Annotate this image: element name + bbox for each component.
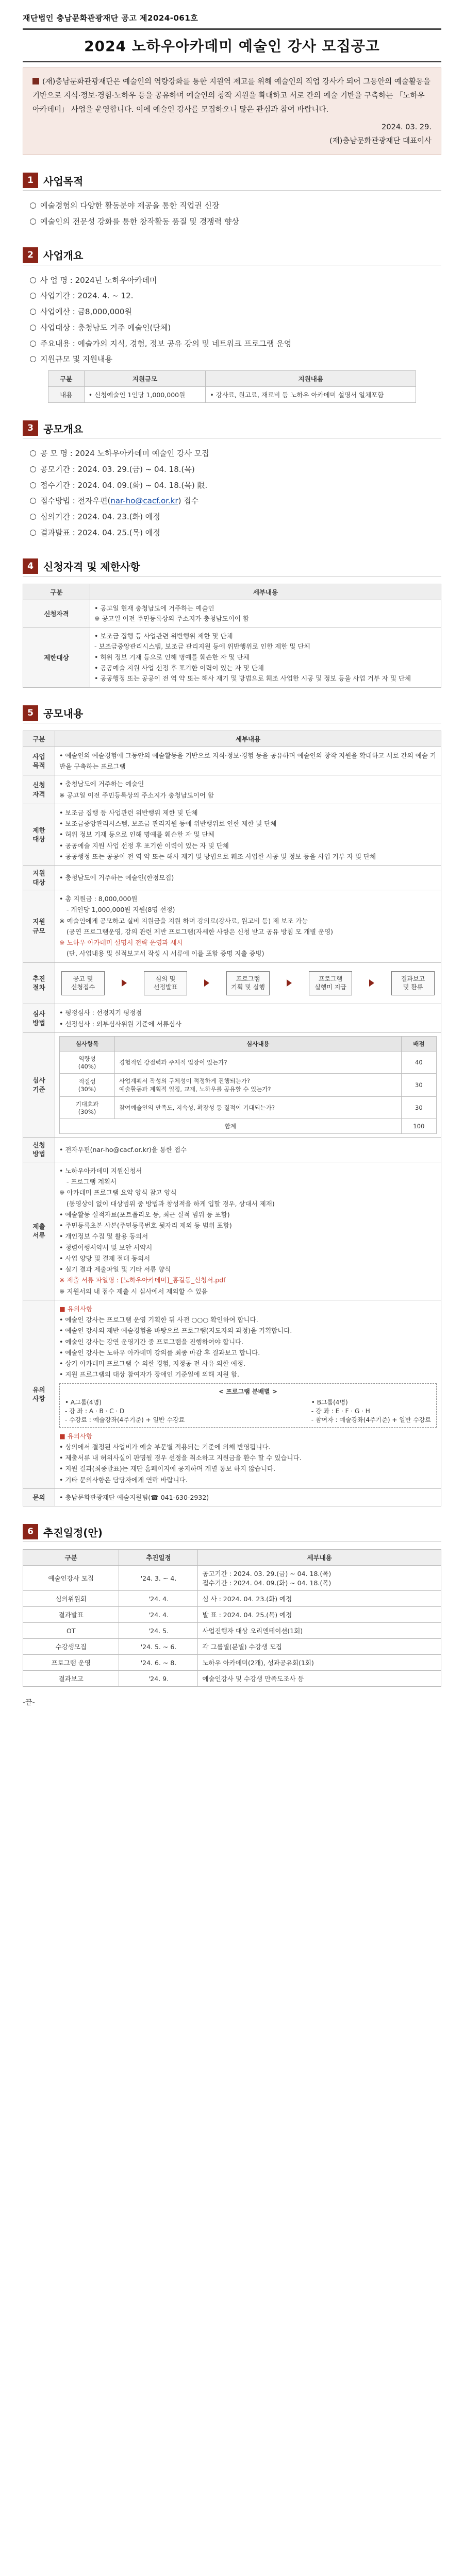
table-cell: 노하우 아카데미(2개), 성과공유회(1회) [198, 1655, 441, 1671]
schedule-table [23, 1549, 441, 1687]
table-row [23, 1591, 441, 1607]
list-item: • 기타 문의사항은 담당자에게 연락 바랍니다. [59, 1476, 188, 1484]
arrow-right-icon [287, 979, 292, 987]
table-cell: 사업진행자 대상 오리엔테이션(1회) [198, 1623, 441, 1639]
circle-bullet-icon [30, 218, 36, 225]
list-item: ※ 예술인에게 공모하고 실비 지원금을 지원 하며 강의료(강사료, 원고비 등) 제 보조 가능 [59, 917, 308, 925]
list-item: • 보조금중앙관리시스템, 보조금 관리지원 등에 위반행위로 인한 제한 및 단체 [59, 820, 277, 828]
table-cell [55, 866, 441, 890]
table-row [23, 628, 441, 687]
list-item: 사업기간 : 2024. 4. ~ 12. [30, 288, 441, 304]
list-item: ※ 노하우 아카데미 설명서 전략 운영과 세시 [59, 939, 183, 947]
circle-bullet-icon [30, 514, 36, 520]
arrow-right-icon [369, 979, 374, 987]
notice-number: 재단법인 충남문화관광재단 공고 제2024-061호 [23, 13, 198, 23]
table-row [23, 1032, 441, 1137]
table-cell: 프로그램 운영 [23, 1655, 119, 1671]
list-item: (동영상이 없이 대상범위 중 방법과 창성적을 하게 입할 경우, 상대서 제재) [67, 1199, 275, 1208]
table-cell: 수강생모집 [23, 1639, 119, 1655]
process-flow [59, 966, 437, 1001]
circle-bullet-icon [30, 466, 36, 472]
list-item: • 개인정보 수집 및 활용 동의서 [59, 1232, 148, 1241]
table-cell [55, 890, 441, 963]
row-label: 신청 자격 [23, 775, 55, 804]
circle-bullet-icon [30, 277, 36, 283]
list-item: ■ 유의사항 [59, 1304, 93, 1313]
list-item: • 예술인의 예술경험에 그동안의 예술활동을 기반으로 지식·정보·경험 등을 공유하며 예술인의 창작 지원을 확대하고 서로 간의 예술 기반을 구축하는 프로그램 [59, 751, 436, 771]
table-row [23, 1639, 441, 1655]
table-row [23, 962, 441, 1004]
list-item: • 상의에서 결정된 사업비가 예술 부문별 적용되는 기준에 의해 반영됩니다. [59, 1443, 271, 1451]
list-item: 예술인의 전문성 강화를 통한 창작활동 품질 및 경쟁력 향상 [30, 214, 441, 230]
list-item: • 공공예술 지원 사업 선정 후 포기한 이력이 있는 자 및 단체 [59, 841, 229, 850]
table-cell: '24. 4. [119, 1591, 198, 1607]
list-item: ※ 지원서의 내 접수 제출 시 심사에서 제외할 수 있음 [59, 1287, 208, 1295]
row-label: 사업 목적 [23, 747, 55, 775]
circle-bullet-icon [30, 530, 36, 536]
table-cell: • 강사료, 원고료, 재료비 등 노하우 아카데미 설명서 일체포함 [206, 387, 416, 403]
notice-date: 2024. 03. 29. [382, 123, 432, 132]
contest-detail-table [23, 731, 441, 1506]
list-item: • 평정심사 : 선정지기 평정점 [59, 1009, 142, 1017]
page-title: 2024 노하우아카데미 예술인 강사 모집공고 [84, 38, 380, 55]
table-header-row [60, 1036, 437, 1051]
list-item: 주요내용 : 예술가의 지식, 경험, 정보 공유 강의 및 네트워크 프로그램 운영 [30, 336, 441, 352]
table-cell [55, 747, 441, 775]
table-cell [55, 1004, 441, 1033]
list-item: • 선정심사 : 외부심사위원 기준에 서류심사 [59, 1020, 181, 1028]
list-item: 지원규모 및 지원내용 [30, 351, 441, 367]
circle-bullet-icon [30, 309, 36, 315]
section-6-heading [23, 1524, 441, 1542]
list-item: • 공공행정 또는 공공이 전 역 약 또는 해사 재기 및 방법으로 훼조 사업한 시공 및 정보 등을 사업 거부 자 및 단체 [59, 852, 376, 860]
column-header: 추진일정 [119, 1550, 198, 1566]
list-item: 접수기간 : 2024. 04. 09.(화) ~ 04. 18.(목) 限. [30, 478, 441, 494]
list-item: • 총 지원금 : 8,000,000원 [59, 895, 138, 903]
table-row [23, 1671, 441, 1687]
table-header-row [23, 1550, 441, 1566]
table-cell [55, 962, 441, 1004]
list-item: • 실기 결과 제출파일 및 기타 서류 양식 [59, 1265, 171, 1274]
circle-bullet-icon [30, 202, 36, 209]
row-label: 제한대상 [23, 628, 90, 687]
list-item: • 충청남도에 거주하는 예술인 [59, 780, 144, 788]
table-cell: '24. 9. [119, 1671, 198, 1687]
table-row [23, 775, 441, 804]
section-number: 5 [23, 705, 38, 721]
table-cell: 적절성 (30%) [60, 1073, 115, 1096]
list-item: • 예술인 강사는 강연 운영기간 중 프로그램을 진행하여야 합니다. [59, 1337, 244, 1346]
table-header-row [48, 371, 416, 387]
list-item: ※ 공고일 이전 주민등록상의 주소지가 충청남도이어 함 [94, 615, 249, 623]
section-number: 4 [23, 558, 38, 574]
row-label: 지원 대상 [23, 866, 55, 890]
arrow-right-icon [122, 979, 127, 987]
list-item: (공연 프로그램운영, 강의 관련 제반 프로그램(자세한 사항은 신청 받고 공유 방침 모 개별 운영) [67, 927, 334, 936]
table-cell: 사업계획서 작성의 구체성이 적정하게 진행되는가? 예술활동과 계획적 일정, 교재, 노하우를 공유할 수 있는가? [115, 1073, 402, 1096]
column-header: 지원규모 [84, 371, 206, 387]
list-item: 접수방법 : 전자우편(nar-ho@cacf.or.kr) 접수 [30, 493, 441, 509]
group-b: • B그룹(4명) - 강 좌 : E · F · G · H - 참여자 : 예술강좌(4주기준) + 일반 수강료 [311, 1398, 431, 1423]
row-label: 추진 절차 [23, 962, 55, 1004]
list-item: • 예술인 강사의 제반 예술경험을 바탕으로 프로그램(지도자의 과정)을 기획합니다. [59, 1327, 292, 1335]
row-label: 심사 방법 [23, 1004, 55, 1033]
process-step: 프로그램 기획 및 실행 [226, 971, 270, 996]
circle-bullet-icon [30, 356, 36, 362]
list-item: • 노하우아카데미 지원신청서 [59, 1166, 142, 1175]
table-row [23, 1300, 441, 1488]
row-label: 신청 방법 [23, 1137, 55, 1162]
section-2-heading [23, 247, 441, 265]
column-header: 구분 [48, 371, 84, 387]
column-header: 심사항목 [60, 1036, 115, 1051]
table-row [60, 1118, 437, 1133]
list-item: • 예술인 강사는 노하우 아카데미 강의를 최종 마감 후 결과보고 합니다. [59, 1348, 260, 1357]
contest-list [23, 446, 441, 541]
table-row [23, 1566, 441, 1591]
process-step: 심의 및 선정발표 [144, 971, 187, 996]
table-cell: 공고기간 : 2024. 03. 29.(금) ~ 04. 18.(목) 접수기간 : 2024. 04. 09.(화) ~ 04. 18.(목) [198, 1566, 441, 1591]
email-link[interactable]: nar-ho@cacf.or.kr [110, 496, 178, 506]
list-item: 공 모 명 : 2024 노하우아카데미 예술인 강사 모집 [30, 446, 441, 462]
purpose-list [23, 198, 441, 230]
table-cell: 기대효과 (30%) [60, 1096, 115, 1118]
list-item: 공모기간 : 2024. 03. 29.(금) ~ 04. 18.(목) [30, 462, 441, 478]
criteria-table [59, 1036, 437, 1134]
table-cell: '24. 4. [119, 1607, 198, 1623]
intro-box [23, 67, 441, 155]
list-item: • 사업 양당 및 결제 절대 동의서 [59, 1254, 151, 1262]
list-item: 사업대상 : 충청남도 거주 예술인(단체) [30, 320, 441, 336]
table-row [23, 1137, 441, 1162]
list-item: (단, 사업내용 및 실적보고서 작성 시 서류에 이를 포함 증명 지출 증빙) [67, 950, 264, 958]
column-header: 구분 [23, 584, 90, 600]
support-table [48, 370, 417, 403]
table-cell [55, 1162, 441, 1300]
list-item: • 보조금 집행 등 사업관련 위반행위 제한 및 단체 [59, 808, 198, 817]
row-label: 유의 사항 [23, 1300, 55, 1488]
column-header: 구분 [23, 1550, 119, 1566]
section-number: 1 [23, 173, 38, 188]
program-group-columns [65, 1398, 431, 1424]
table-cell: 30 [401, 1073, 436, 1096]
program-group-title: < 프로그램 분배별 > [219, 1387, 277, 1395]
table-cell: 각 그룹별(분별) 수강생 모집 [198, 1639, 441, 1655]
table-row [23, 600, 441, 628]
table-cell: 역량성 (40%) [60, 1051, 115, 1073]
circle-bullet-icon [30, 325, 36, 331]
list-item: • 충청남도에 거주하는 예술인(한정모집) [59, 874, 174, 882]
table-row [23, 1607, 441, 1623]
section-number: 6 [23, 1524, 38, 1539]
table-row [23, 1655, 441, 1671]
eligibility-table [23, 584, 441, 688]
list-item: • 지원 프로그램의 대상 참여자가 장애인 기준일에 의해 지원 함. [59, 1370, 239, 1379]
list-item: • 공공예술 지원 사업 선정 후 포기한 이력이 있는 자 및 단체 [94, 664, 264, 672]
table-cell: '24. 5. [119, 1623, 198, 1639]
list-item: • 충남문화관광재단 예술지원팀(☎ 041-630-2932) [59, 1493, 209, 1501]
table-cell: 합계 [60, 1118, 402, 1133]
overview-list [23, 273, 441, 368]
circle-bullet-icon [30, 293, 36, 299]
list-item: ※ 공고일 이전 주민등록상의 주소지가 충청남도이어 함 [59, 791, 214, 799]
table-row [23, 804, 441, 865]
list-item: - 보조금중앙관리시스템, 보조금 관리지원 등에 위반행위로 인한 제한 및 단체 [94, 642, 310, 651]
section-title: 사업목적 [43, 175, 84, 188]
list-item: • 공고일 현재 충청남도에 거주하는 예술인 [94, 604, 214, 612]
section-5-heading [23, 705, 441, 723]
process-step: 프로그램 실행미 지급 [309, 971, 352, 996]
table-cell: 심 사 : 2024. 04. 23.(화) 예정 [198, 1591, 441, 1607]
table-cell: 예술인강사 및 수강생 만족도조사 등 [198, 1671, 441, 1687]
section-title: 공모개요 [43, 422, 84, 435]
table-cell: '24. 5. ~ 6. [119, 1639, 198, 1655]
table-row [23, 890, 441, 963]
list-item: • 상기 아카데미 프로그램 수 의한 경험, 지정공 전 사유 의한 예정. [59, 1360, 245, 1368]
circle-bullet-icon [30, 482, 36, 488]
list-item: • 예술인 강사는 프로그램 운영 기획한 뒤 사전 ○○○ 확인하여 합니다. [59, 1316, 258, 1324]
list-item: - 개인당 1,000,000원 지원(8명 선정) [67, 906, 175, 914]
section-3-heading [23, 420, 441, 438]
column-header: 배점 [401, 1036, 436, 1051]
circle-bullet-icon [30, 341, 36, 347]
table-cell: 결과보고 [23, 1671, 119, 1687]
table-row [23, 1623, 441, 1639]
list-item: • 제출서류 내 허위사실이 판명될 경우 선정을 취소하고 지원금을 환수 할 수 있습니다. [59, 1454, 302, 1462]
table-cell [90, 628, 441, 687]
list-item: • 예술활동 실적자료(포트폴리오 등, 최근 실적 범위 등 포함) [59, 1210, 230, 1218]
intro-text: (재)충남문화관광재단은 예술인의 역량강화를 통한 지원역 제고를 위해 예술인의 직업 강사가 되어 그동안의 예술활동을 기반으로 지식·정보·경험·노하우 등을 공유하며 예술인의 창작 지원을 확대하고 서로 간의 예술 기반을 구축하는 「노하우 아카데미」 사업을 운영합니다. 이에 예술인 강사를 모집하오니 많은 관심과 참여 바랍니다. [32, 78, 430, 114]
list-item: • 허위 정보 기재 등으로 인해 명예를 훼손한 자 및 단체 [59, 831, 214, 839]
square-bullet-icon [32, 78, 39, 84]
table-row [60, 1051, 437, 1073]
list-item: • 주민등록초본 사본(주민등록번호 뒷자리 제외 등 범위 포함) [59, 1222, 232, 1230]
list-item: 사업예산 : 금8,000,000원 [30, 304, 441, 320]
circle-bullet-icon [30, 450, 36, 456]
list-item: 사 업 명 : 2024년 노하우아카데미 [30, 273, 441, 289]
list-item: ■ 유의사항 [59, 1432, 93, 1440]
table-row [23, 1004, 441, 1033]
list-item: ※ 아카데미 프로그램 요약 양식 참고 양식 [59, 1189, 177, 1197]
table-row [60, 1096, 437, 1118]
section-4-heading [23, 558, 441, 577]
list-item: • 청렴이행서약서 및 보안 서약서 [59, 1243, 153, 1251]
list-item: 심의기간 : 2024. 04. 23.(화) 예정 [30, 509, 441, 525]
list-item: • 지원 결과(최종발표)는 재단 홈페이지에 공지하며 개별 통보 하지 않습니다. [59, 1465, 276, 1473]
table-cell [55, 804, 441, 865]
section-title: 신청자격 및 제한사항 [43, 561, 140, 573]
section-title: 공모내용 [43, 707, 84, 720]
table-cell: OT [23, 1623, 119, 1639]
table-header-row [23, 584, 441, 600]
section-1-heading [23, 173, 441, 191]
circle-bullet-icon [30, 498, 36, 504]
group-a: • A그룹(4명) - 강 좌 : A · B · C · D - 수강료 : 예술강좌(4주기준) + 일반 수강료 [65, 1398, 185, 1423]
table-row [23, 1162, 441, 1300]
list-item: • 공공행정 또는 공공이 전 역 약 또는 해사 재기 및 방법으로 훼조 사업한 시공 및 정보 등을 사업 거부 자 및 단체 [94, 674, 411, 683]
end-mark: -끝- [23, 1699, 35, 1707]
section-number: 2 [23, 247, 38, 263]
table-header-row [23, 731, 441, 747]
table-cell [55, 1032, 441, 1137]
table-cell: 경험적인 강점력과 주제적 입장이 있는가? [115, 1051, 402, 1073]
list-item: 결과발표 : 2024. 04. 25.(목) 예정 [30, 525, 441, 541]
section-title: 추진일정(안) [43, 1526, 103, 1539]
table-row [48, 387, 416, 403]
column-header: 세부내용 [90, 584, 441, 600]
list-item: • 허위 정보 기재 등으로 인해 명예를 훼손한 자 및 단체 [94, 653, 250, 662]
table-cell: 내용 [48, 387, 84, 403]
row-label: 심사 기준 [23, 1032, 55, 1137]
column-header: 심사내용 [115, 1036, 402, 1051]
table-cell: 100 [401, 1118, 436, 1133]
list-item: 예술경험의 다양한 활동분야 제공을 통한 직업권 신장 [30, 198, 441, 214]
row-label: 지원 규모 [23, 890, 55, 963]
table-row [23, 1488, 441, 1506]
column-header: 구분 [23, 731, 55, 747]
column-header: 세부내용 [55, 731, 441, 747]
list-item: - 프로그램 계획서 [67, 1178, 117, 1186]
list-item: • 전자우편(nar-ho@cacf.or.kr)을 통한 접수 [59, 1145, 187, 1154]
title-box [23, 28, 441, 62]
table-cell: 30 [401, 1096, 436, 1118]
table-row [23, 747, 441, 775]
row-label: 제한 대상 [23, 804, 55, 865]
table-cell [90, 600, 441, 628]
table-cell: 40 [401, 1051, 436, 1073]
table-cell: 심의위원회 [23, 1591, 119, 1607]
table-row [23, 866, 441, 890]
table-cell: 발 표 : 2024. 04. 25.(목) 예정 [198, 1607, 441, 1623]
table-cell: • 신청예술인 1인당 1,000,000원 [84, 387, 206, 403]
list-item: • 보조금 집행 등 사업관련 위반행위 제한 및 단체 [94, 632, 233, 640]
table-cell: 참여예술인의 만족도, 지속성, 확장성 등 질적이 기대되는가? [115, 1096, 402, 1118]
table-cell [55, 775, 441, 804]
table-cell: '24. 3. ~ 4. [119, 1566, 198, 1591]
table-cell: 예술인강사 모집 [23, 1566, 119, 1591]
section-title: 사업개요 [43, 249, 84, 262]
row-label: 제출 서류 [23, 1162, 55, 1300]
column-header: 세부내용 [198, 1550, 441, 1566]
table-cell [55, 1137, 441, 1162]
row-label: 신청자격 [23, 600, 90, 628]
arrow-right-icon [204, 979, 209, 987]
table-cell [55, 1300, 441, 1488]
table-cell: '24. 6. ~ 8. [119, 1655, 198, 1671]
program-group-box [59, 1383, 437, 1428]
table-cell: 결과발표 [23, 1607, 119, 1623]
table-cell [55, 1488, 441, 1506]
column-header: 지원내용 [206, 371, 416, 387]
row-label: 문의 [23, 1488, 55, 1506]
section-number: 3 [23, 420, 38, 436]
notice-org: (재)충남문화관광재단 대표이사 [329, 137, 432, 146]
process-step: 결과보고 및 환류 [391, 971, 435, 996]
table-row [60, 1073, 437, 1096]
process-step: 공고 및 신청접수 [61, 971, 105, 996]
list-item: ※ 제출 서류 파일명 : [노하우아카데미]_홍길동_신청서.pdf [59, 1276, 226, 1284]
